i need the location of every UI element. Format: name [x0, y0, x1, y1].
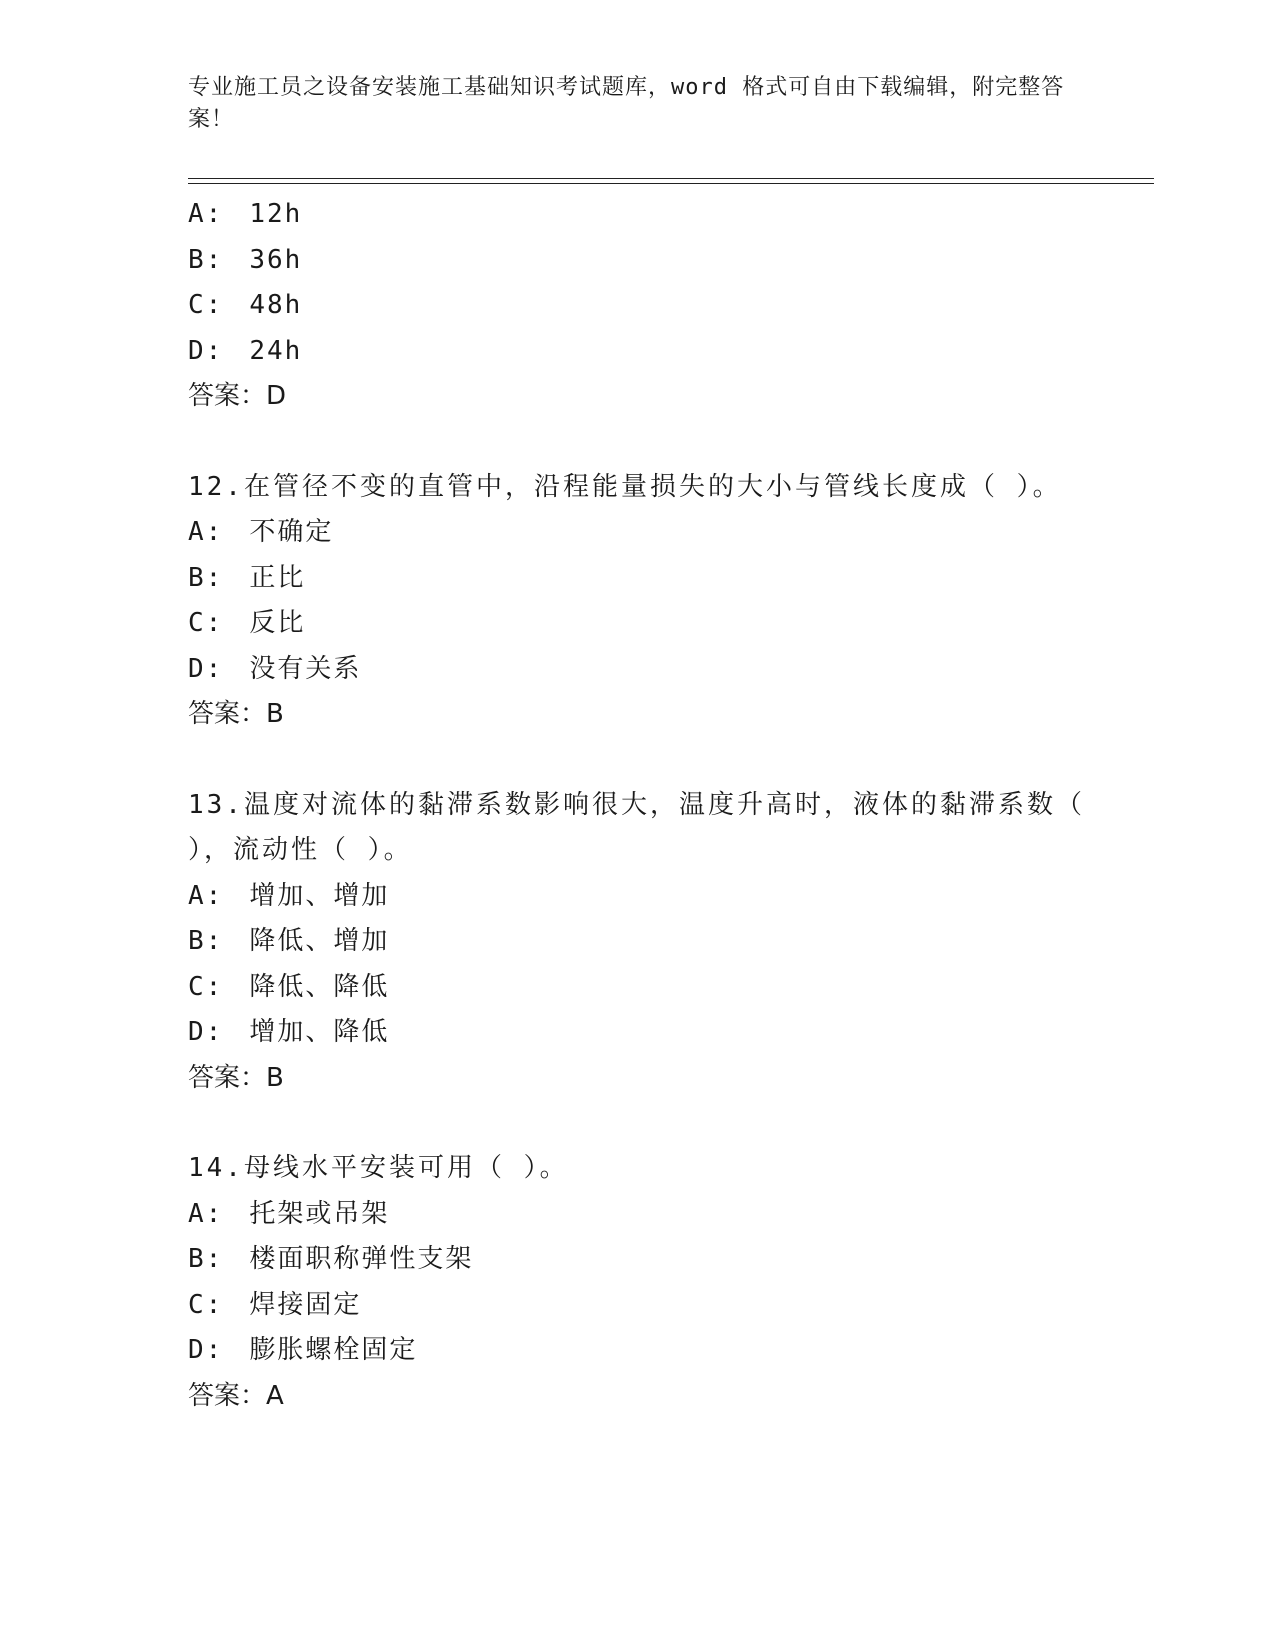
- answer-value: D: [266, 381, 287, 411]
- question-item: [188, 465, 1088, 738]
- answer-line: [188, 1056, 1088, 1102]
- header-divider-bottom: [188, 183, 1154, 184]
- option-letter: C:: [188, 1289, 224, 1320]
- option-text: 48h: [249, 290, 303, 320]
- document-header: 专业施工员之设备安装施工基础知识考试题库，word 格式可自由下载编辑，附完整答案！: [188, 75, 1065, 132]
- option-d: [188, 647, 1088, 693]
- answer-label: 答案：: [188, 381, 267, 411]
- question-item: [188, 783, 1088, 1102]
- option-text: 反比: [249, 608, 306, 638]
- option-letter: A:: [188, 880, 224, 911]
- question-item: [188, 1146, 1088, 1419]
- option-letter: D:: [188, 653, 224, 684]
- option-a: [188, 1192, 1088, 1238]
- header-divider-top: [188, 178, 1154, 179]
- option-letter: C:: [188, 608, 224, 638]
- option-letter: A:: [188, 199, 224, 229]
- answer-label: 答案：: [188, 1380, 267, 1411]
- option-letter: A:: [188, 517, 224, 547]
- answer-line: [188, 692, 1088, 738]
- option-text: 增加、增加: [249, 880, 390, 911]
- option-text: 楼面职称弹性支架: [249, 1244, 474, 1274]
- option-letter: D:: [188, 1017, 224, 1047]
- option-text: 36h: [249, 244, 303, 275]
- option-b: [188, 238, 1088, 284]
- question-text: 14.母线水平安装可用（ ）。: [188, 1153, 569, 1183]
- option-a: [188, 510, 1088, 556]
- option-letter: B:: [188, 244, 224, 275]
- question-carryover: [188, 192, 1088, 420]
- question-text: 13.温度对流体的黏滞系数影响很大，温度升高时，液体的黏滞系数（ ），流动性（ ）。: [188, 789, 1085, 865]
- option-text: 膨胀螺栓固定: [249, 1335, 418, 1365]
- question-text: 12.在管径不变的直管中，沿程能量损失的大小与管线长度成（ ）。: [188, 471, 1062, 502]
- option-text: 焊接固定: [249, 1289, 362, 1320]
- option-letter: B:: [188, 562, 224, 593]
- option-c: [188, 601, 1088, 647]
- option-letter: D:: [188, 1335, 224, 1365]
- option-text: 托架或吊架: [249, 1198, 390, 1229]
- answer-label: 答案：: [188, 1062, 267, 1093]
- option-b: [188, 556, 1088, 602]
- option-a: [188, 192, 1088, 238]
- option-d: [188, 329, 1088, 375]
- option-text: 降低、增加: [249, 926, 390, 956]
- option-text: 24h: [249, 335, 303, 366]
- option-d: [188, 1010, 1088, 1056]
- answer-value: A: [266, 1380, 284, 1411]
- option-letter: B:: [188, 1244, 224, 1274]
- option-text: 不确定: [249, 517, 334, 547]
- question-list: [188, 192, 1088, 1419]
- answer-value: B: [266, 699, 284, 729]
- option-a: [188, 874, 1088, 920]
- option-letter: A:: [188, 1198, 224, 1229]
- option-c: [188, 1283, 1088, 1329]
- option-d: [188, 1328, 1088, 1374]
- option-letter: B:: [188, 926, 224, 956]
- option-c: [188, 283, 1088, 329]
- option-text: 12h: [249, 199, 303, 229]
- option-letter: D:: [188, 335, 224, 366]
- answer-label: 答案：: [188, 699, 267, 729]
- answer-value: B: [266, 1062, 284, 1093]
- option-b: [188, 919, 1088, 965]
- option-text: 增加、降低: [249, 1017, 390, 1047]
- option-text: 降低、降低: [249, 971, 390, 1002]
- answer-line: [188, 1374, 1088, 1420]
- option-letter: C:: [188, 290, 224, 320]
- option-letter: C:: [188, 971, 224, 1002]
- answer-line: [188, 374, 1088, 420]
- option-text: 没有关系: [249, 653, 362, 684]
- option-b: [188, 1237, 1088, 1283]
- option-c: [188, 965, 1088, 1011]
- option-text: 正比: [249, 562, 306, 593]
